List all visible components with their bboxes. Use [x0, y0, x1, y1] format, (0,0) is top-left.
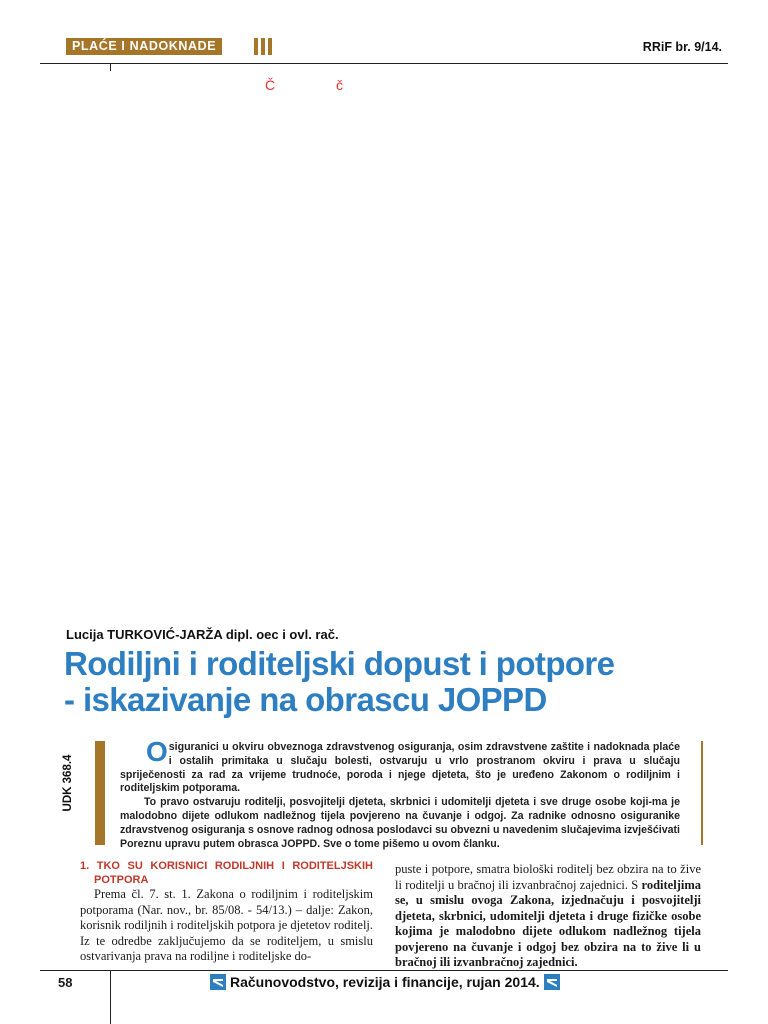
section-tag: PLAĆE I NADOKNADE [66, 38, 222, 55]
drop-cap: O [146, 736, 168, 767]
footer-rule [40, 970, 728, 971]
body-paragraph [395, 862, 701, 971]
author-line: Lucija TURKOVIĆ-JARŽA dipl. oec i ovl. rač. [66, 627, 339, 642]
header-tick [110, 63, 111, 71]
body-paragraph: Prema čl. 7. st. 1. Zakona o rodiljnim i roditeljskim potporama (Nar. nov., br. 85/08. - 54/13.) – dalje: Zakon, korisnik rodiljnih i roditeljskih potpora je djetetov roditelj. Iz te odredbe zaključujemo da se roditeljem, u smislu ostvarivanja prava na rodiljne i roditeljske do- [80, 887, 374, 963]
issue-number: RRiF br. 9/14. [642, 40, 722, 54]
rrif-logo-icon [544, 974, 560, 990]
udk-code [60, 741, 76, 825]
abstract [120, 736, 680, 851]
page-number: 58 [58, 975, 73, 990]
body-text-bold: roditeljima se, u smislu ovoga Zakona, izjednačuju i posvojitelji djeteta, skrbnici, udomitelji djeteta i druge fizičke osobe kojima je malodobno dijete odlukom nadležnog tijela povjereno na čuvanje i odgoj bez obzira na to žive li u bračnoj ili izvanbračnoj zajednici. [395, 877, 701, 969]
abstract-text-1: siguranici u okviru obveznoga zdravstvenog osiguranja, osim zdravstvene zaštite i nadoknada plaće i ostalih primitaka u slučaju bolesti, ostvaruju u vrlo prostranom okviru i prava u slučaju spriječenosti za rad za vrijeme trudnoće, poroda i njege djeteta, što je uređeno Zakonom o rodiljnim i roditeljskim potporama. [120, 741, 680, 795]
footer-journal [210, 974, 560, 990]
abstract-paragraph [120, 736, 680, 796]
column-left [80, 859, 373, 965]
stray-char: č [336, 77, 343, 93]
section-tag-bars [254, 38, 272, 55]
abstract-bar [95, 741, 105, 845]
rrif-logo-icon [210, 974, 226, 990]
column-right [395, 862, 701, 971]
footer-journal-text: Računovodstvo, revizija i financije, rujan 2014. [230, 974, 540, 990]
article-title [64, 646, 614, 718]
header-rule [40, 63, 728, 64]
udk-label: UDK 368.4 [62, 754, 74, 812]
section-heading: 1. TKO SU KORISNICI RODILJNIH I RODITELJSKIH POTPORA [80, 860, 373, 886]
stray-char: Č [265, 77, 276, 93]
abstract-text-2: To pravo ostvaruju roditelji, posvojitelji djeteta, skrbnici i udomitelji djeteta i sve druge osobe koji-ma je malodobno dijete odlukom nadležnog tijela povjereno na čuvanje i odgoj. Za radnike odnosno osiguranike zdravstvenog osiguranja s osnove radnog odnosa poslodavci su obvezni u navedenim slučajevima izvješćivati Poreznu upravu putem obrasca JOPPD. Sve o tome pišemo u ovom članku. [120, 796, 680, 850]
title-line-2: - iskazivanje na obrascu JOPPD [64, 681, 547, 718]
footer-divider [110, 970, 111, 1024]
abstract-right-bar [701, 741, 703, 845]
title-line-1: Rodiljni i roditeljski dopust i potpore [64, 645, 615, 682]
body-text: puste i potpore, smatra biološki roditelj bez obzira na to žive li roditelji u bračnoj ili izvanbračnoj zajednici. S [395, 862, 701, 892]
